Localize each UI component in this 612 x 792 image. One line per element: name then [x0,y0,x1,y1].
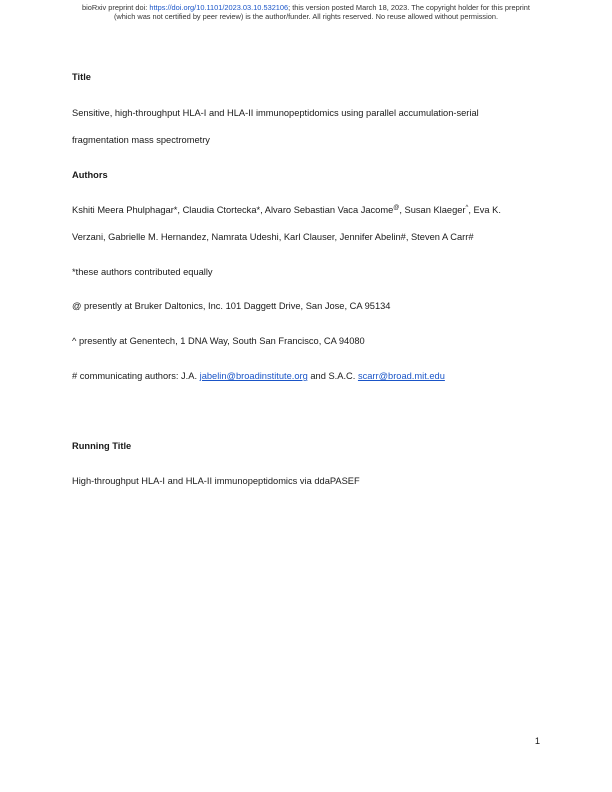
communicating-authors [72,371,445,381]
banner-prefix: bioRxiv preprint doi: [82,3,150,12]
authors-text-c: , Eva K. [468,205,501,215]
running-title-text: High-throughput HLA-I and HLA-II immunopeptidomics via ddaPASEF [72,476,360,486]
authors-text-a: Kshiti Meera Phulphagar*, Claudia Ctortecka*, Alvaro Sebastian Vaca Jacome [72,205,394,215]
doi-link[interactable]: https://doi.org/10.1101/2023.03.10.532106 [149,3,289,12]
preprint-banner [0,4,612,21]
banner-line-2: (which was not certified by peer review) is the author/funder. All rights reserved. No reuse allowed without permission. [113,11,499,21]
title-line-1: Sensitive, high-throughput HLA-I and HLA-II immunopeptidomics using parallel accumulation-serial [72,108,479,118]
authors-heading: Authors [72,170,108,180]
authors-line-2: Verzani, Gabrielle M. Hernandez, Namrata Udeshi, Karl Clauser, Jennifer Abelin#, Steven A Carr# [72,232,474,242]
email-link-abelin[interactable]: jabelin@broadinstitute.org [199,371,308,381]
communicating-mid: and S.A.C. [307,371,358,381]
genentech-affiliation-note: ^ presently at Genentech, 1 DNA Way, South San Francisco, CA 94080 [72,336,365,346]
affiliation-mark-at: @ [393,205,400,211]
title-line-2: fragmentation mass spectrometry [72,135,210,145]
affiliation-mark-caret: ^ [465,205,469,211]
bruker-affiliation-note: @ presently at Bruker Daltonics, Inc. 101 Daggett Drive, San Jose, CA 95134 [72,301,391,311]
communicating-prefix: # communicating authors: J.A. [72,371,200,381]
equal-contribution-note: *these authors contributed equally [72,267,213,277]
title-heading: Title [72,72,91,82]
email-link-carr[interactable]: scarr@broad.mit.edu [357,371,445,381]
authors-text-b: , Susan Klaeger [399,205,466,215]
authors-line-1 [72,205,501,215]
page-number: 1 [534,736,540,746]
running-title-heading: Running Title [72,441,132,451]
banner-suffix: ; this version posted March 18, 2023. The copyright holder for this preprint [288,3,530,12]
